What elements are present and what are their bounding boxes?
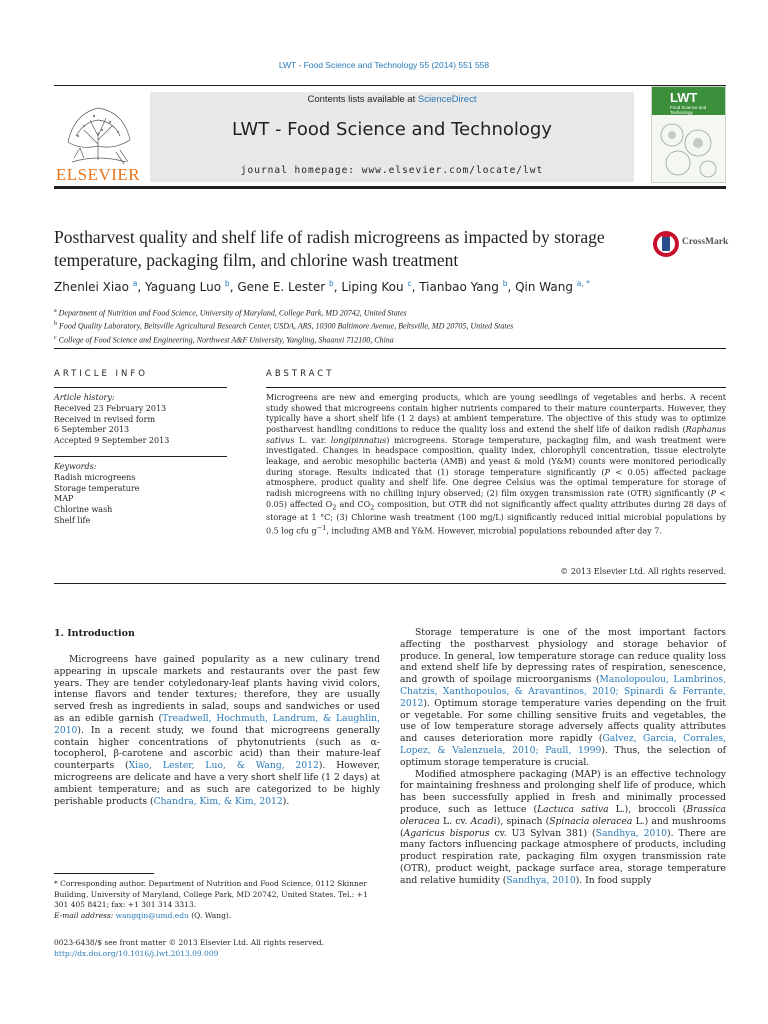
abstract-rule [266,387,726,388]
citation-link[interactable]: Sandhya, 2010 [595,827,668,839]
text-fragment: L.) and mushrooms ( [400,815,726,839]
affiliation-text: Department of Nutrition and Food Science, University of Maryland, College Park, MD 20742, United States [58,308,407,318]
paragraph [400,627,726,769]
species-name: Spinacia oleracea [549,815,633,827]
history-label: Article history: [54,393,115,402]
article-info-rule [54,387,227,388]
issn-doi-block [54,937,380,959]
sciencedirect-link[interactable]: ScienceDirect [417,94,477,105]
cover-image [656,121,722,179]
paragraph [54,654,380,807]
citation-link[interactable]: Treadwell, Hochmuth, Landrum, & Laughlin, 2010 [54,712,380,736]
keyword: Shelf life [54,515,91,525]
citation-link[interactable]: Galvez, Garcia, Corrales, Lopez, & Valenzuela, 2010; Paull, 1999 [400,733,726,756]
abstract-fragment: L. var. [294,435,331,445]
header-rule-thick [54,186,726,189]
affiliations [54,306,714,346]
email-suffix: (Q. Wang). [188,910,232,920]
species-name: Lactuca sativa [537,803,609,815]
affiliation-rule [54,348,726,349]
contents-available-line [150,94,634,105]
species-name: Agaricus bisporus [403,827,490,839]
author-affil-sup[interactable]: c [407,279,412,288]
text-fragment: ). In food supply [575,874,652,886]
keyword: Storage temperature [54,483,140,493]
author[interactable] [419,280,515,294]
paragraph [400,769,726,887]
abstract-end-rule [54,583,726,584]
article-history [54,393,227,447]
body-left-column [54,654,380,807]
text-fragment: ). Thus, the selection of optimum storage temperature is crucial. [400,744,727,768]
keywords-label: Keywords: [54,462,97,471]
text-fragment: ). There are many factors influencing package atmosphere of products, including product respiration rate, packaging film oxygen transmission rate (OTR), product weight, package surface area, storage temperature and relative humidity ( [400,827,726,886]
body-right-column [400,627,726,887]
text-fragment: Microgreens have gained popularity as a new culinary trend appearing in upscale markets and restaurants over the past few years. They are tender cotyledonary-leaf plants having vivid colors, intense flavors and tender textures; therefore, they are usually served fresh as ingredients in salad, soups and sandwiches or used as an edible garnish ( [54,654,380,724]
text-fragment: L. cv. [439,815,471,827]
author-name: Gene E. Lester [237,280,326,294]
issn-line: 0023-6438/$ see front matter © 2013 Elsevier Ltd. All rights reserved. [54,938,324,947]
author-affil-sup[interactable]: a, * [576,279,590,288]
superscript: −1 [316,524,327,533]
footnote-rule [54,873,154,874]
subscript: 2 [332,503,337,512]
cultivar-name: Acadi [470,815,497,827]
author[interactable] [515,280,590,294]
abstract-fragment: , including AMB and Y&M. However, microbial populations rebounded after day 7. [326,527,662,537]
copyright-notice: © 2013 Elsevier Ltd. All rights reserved. [560,567,726,576]
text-fragment: ). However, microgreens are delicate and have a very short shelf life (1 2 days) at ambient temperature; and as such are categorized to be highly perishable products ( [54,760,380,807]
abstract-fragment: and CO [336,499,371,509]
text-fragment: ), spinach ( [496,815,550,827]
citation-link[interactable]: Sandhya, 2010 [506,874,576,886]
keyword: Radish microgreens [54,472,136,482]
article-info-divider [54,456,227,457]
author[interactable] [341,280,419,294]
text-fragment: Modified atmosphere packaging (MAP) is an effective technology for maintaining freshness and prolonging shelf life of produce, which has been successfully applied in fresh and minimally processed produce, such as lettuce ( [400,768,726,815]
article-title: Postharvest quality and shelf life of radish microgreens as impacted by storage temperature, packaging film, and chlorine wash treatment [54,227,605,270]
email-link[interactable]: wangqin@umd.edu [115,910,189,920]
author[interactable] [145,280,237,294]
author-affil-sup[interactable]: b [224,279,230,288]
author-separator: , [137,280,146,294]
doi-link[interactable]: http://dx.doi.org/10.1016/j.lwt.2013.09.009 [54,949,219,958]
affiliation-text: Food Quality Laboratory, Beltsville Agricultural Research Center, USDA, ARS, 10300 Baltimore Avenue, Beltsville, MD 20705, United States [59,322,514,332]
journal-citation[interactable]: LWT - Food Science and Technology 55 (2014) 551 558 [278,60,490,70]
abstract-fragment: Microgreens are new and emerging products, which are young seedlings of vegetables and herbs. A recent study showed that microgreens contain higher nutrients compared to their mature counterparts. However, they typically have a short shelf life (1 2 days) at ambient temperature. The objective of this study was to optimize postharvest handling conditions to reduce the quality loss and extend the shelf life of daikon radish ( [266,393,726,434]
abstract-heading: ABSTRACT [266,369,335,379]
affiliation [54,333,714,346]
affiliation-sup: b [54,321,57,328]
subscript: 2 [370,503,375,512]
author-name: Qin Wang [515,280,573,294]
crossmark-label[interactable]: CrossMark [682,237,729,247]
author-name: Liping Kou [341,280,404,294]
publisher-wordmark: ELSEVIER [55,165,141,184]
author-list [54,279,714,294]
journal-homepage[interactable]: journal homepage: www.elsevier.com/locate/lwt [240,165,544,176]
keyword: MAP [54,494,74,504]
history-item: 6 September 2013 [54,425,130,435]
abstract-fragment: composition, but OTR did not significantly affect quality attributes during 28 days of storage at 1 °C; (3) Chlorine wash treatment (100 mg/L) significantly reduced initial microbial populations by 0.5 log cfu g [266,499,726,537]
author-affil-sup[interactable]: a [132,279,138,288]
p-value-symbol: P [710,488,717,498]
cover-subtitle: Food Science and Technology [670,105,707,115]
text-fragment: Storage temperature is one of the most important factors affecting the postharvest physiology and storage behavior of produce. In general, low temperature storage can reduce quality loss and extend shelf life by depressing rates of respiration, senescence, and growth of spoilage microorganisms ( [400,627,726,686]
author[interactable] [237,280,341,294]
text-fragment: ). In a recent study, we found that microgreens generally contain higher concentrations of phytonutrients (such as α-tocopherol, β-carotene and ascorbic acid) than their mature-leaf counterparts ( [54,724,380,772]
keywords [54,462,227,527]
abstract-fragment: < 0.05) affected package atmosphere, product quality and shelf life. One degree Celsius was the optimal temperature for storage of radish microgreens with no chilling injury observed; (2) film oxygen transmission rate (OTR) significantly ( [266,467,726,498]
author-separator: , [229,280,238,294]
history-item: Accepted 9 September 2013 [54,436,170,446]
author-name: Zhenlei Xiao [54,280,129,294]
affiliation-sup: a [54,308,57,314]
article-info-heading: ARTICLE INFO [54,369,148,379]
variety-name: longipinnatus [330,435,387,445]
corresponding-author: * Corresponding author. Department of Nutrition and Food Science, 0112 Skinner Building, University of Maryland, College Park, MD 20742, United States. Tel.: +1 301 405 8421; fax: +1 301 314 3313. [54,879,368,910]
author-separator: , [507,280,516,294]
abstract-fragment: ) microgreens. Storage temperature, packaging film, and wash treatment were investigated. Changes in headspace composition, quality index, chlorophyll concentration, tissue electrolyte leakage, and aerobic mesophilic bacteria (AMB) and yeast & mold (Y&M) counts were monitored periodically during storage. Results indicated that (1) storage temperature significantly ( [266,435,726,477]
abstract-fragment: < 0.05) affected O [266,488,727,509]
author-separator: , [333,280,342,294]
citation-link[interactable]: Xiao, Lester, Luo, & Wang, 2012 [128,760,319,772]
journal-title: LWT - Food Science and Technology [232,119,552,140]
author-name: Yaguang Luo [145,280,222,294]
affiliation [54,319,714,332]
contents-prefix: Contents lists available at [307,94,418,105]
p-value-symbol: P [604,467,610,477]
author-affil-sup[interactable]: b [328,279,334,288]
citation-link[interactable]: Chandra, Kim, & Kim, 2012 [153,795,283,807]
species-name: Raphanus sativus [266,424,726,445]
author[interactable] [54,280,145,294]
cover-title: LWT [670,90,698,105]
journal-cover-thumbnail[interactable] [651,86,726,183]
text-fragment: L.), broccoli ( [608,803,687,815]
text-fragment: ). Optimum storage temperature varies depending on the fruit or vegetable. For some chilling sensitive fruits and vegetables, the use of low temperature storage adversely affects quality attributes and causes deterioration more rapidly ( [400,697,726,745]
history-item: Received 23 February 2013 [54,403,167,413]
author-affil-sup[interactable]: b [502,279,508,288]
section-heading-introduction: 1. Introduction [54,628,135,639]
affiliation-text: College of Food Science and Engineering, Northwest A&F University, Yangling, Shaanxi 712100, China [58,335,394,345]
text-fragment: ). [282,795,290,807]
abstract-text [266,393,726,538]
species-name: Brassica oleracea [400,803,726,827]
email-label: E-mail address: [54,910,116,920]
corresponding-author-footnote [54,879,380,921]
keyword: Chlorine wash [54,505,113,515]
text-fragment: cv. U3 Sylvan 381) ( [489,827,596,839]
history-item: Received in revised form [54,414,156,424]
affiliation [54,306,714,319]
email-line [54,911,380,922]
author-separator: , [411,280,420,294]
citation-link[interactable]: Manolopoulou, Lambrinos, Chatzis, Xanthopoulos, & Aravantinos, 2010; Spinardi & Ferrante, 2012 [400,674,726,709]
affiliation-sup: c [54,334,57,341]
author-name: Tianbao Yang [419,280,499,294]
header-rule [54,85,726,86]
